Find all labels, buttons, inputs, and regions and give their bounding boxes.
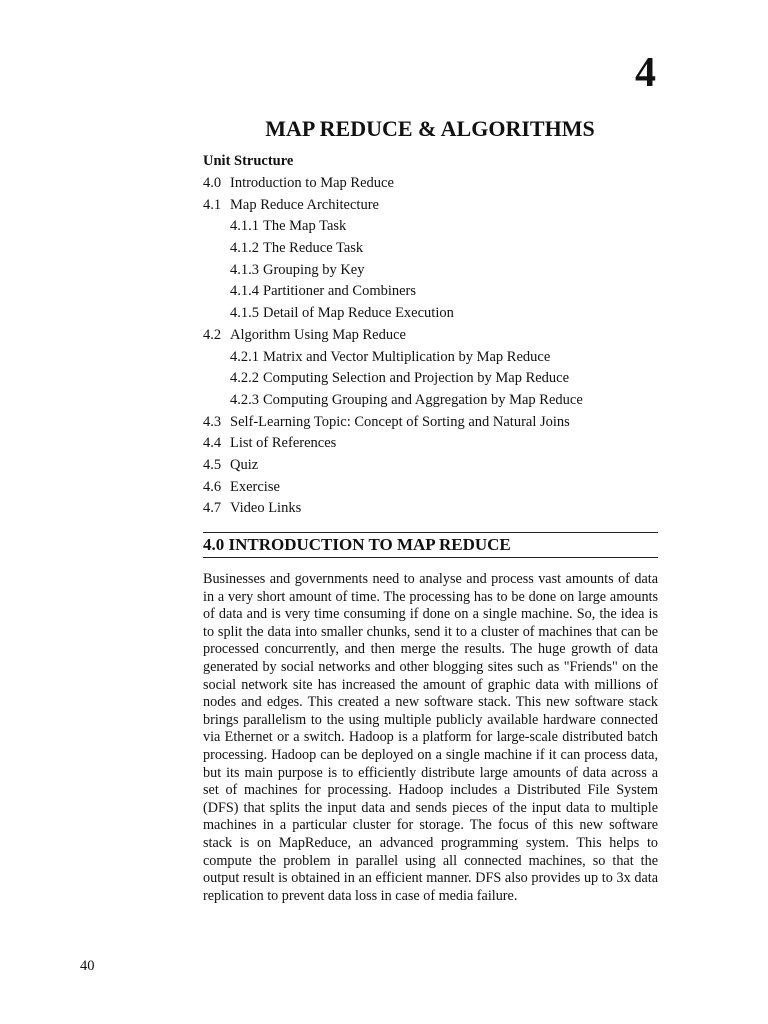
toc-item [203,412,663,434]
chapter-number: 4 [635,50,656,96]
toc-label: Computing Grouping and Aggregation by Map Reduce [263,391,583,408]
toc-number: 4.7 [203,500,222,517]
toc-number: 4.5 [203,456,222,473]
toc-number: 4.1.4 [230,283,259,300]
unit-structure-heading: Unit Structure [203,153,294,169]
toc-number: 4.1 [203,196,222,213]
toc-number: 4.1.5 [230,305,259,322]
toc-label: Video Links [230,500,302,517]
toc-number: 4.3 [203,413,222,430]
toc-label: Algorithm Using Map Reduce [230,326,406,343]
chapter-title-block [203,116,657,142]
toc-label: The Reduce Task [263,240,364,257]
chapter-title: MAP REDUCE & ALGORITHMS [265,116,595,141]
toc-number: 4.2.3 [230,391,259,408]
toc-item [203,195,663,217]
toc-item [203,347,663,369]
toc-label: Detail of Map Reduce Execution [263,305,454,322]
toc-number: 4.2.2 [230,370,259,387]
toc-item [203,455,663,477]
toc-number: 4.4 [203,435,222,452]
table-of-contents [203,173,663,520]
toc-item [203,433,663,455]
toc-item [203,325,663,347]
toc-label: Partitioner and Combiners [263,283,417,300]
toc-label: Map Reduce Architecture [230,196,379,213]
toc-label: List of References [230,435,337,452]
toc-number: 4.2.1 [230,348,259,365]
toc-number: 4.0 [203,175,222,191]
toc-label: Computing Selection and Projection by Map Reduce [263,370,570,387]
toc-item [203,477,663,499]
toc-label: Exercise [230,478,280,495]
toc-item [203,173,663,195]
body-paragraph: Businesses and governments need to analyse and process vast amounts of data in a very short amount of time. The processing has to be done on large amounts of data and is very time consuming if done on a single machine. So, the idea is to split the data into smaller chunks, send it to a cluster of machines that can be processed concurrently, and then merge the results. The huge growth of data generated by social networks and other blogging sites such as "Friends" on the social network site has increased the amount of graphic data with millions of nodes and edges. This created a new software stack. This new software stack brings parallelism to the using multiple publicly available hardware connected via Ethernet or a switch. Hadoop is a platform for large-scale distributed batch processing. Hadoop can be deployed on a single machine if it can process data, but its main purpose is to efficiently distribute large amounts of data across a set of machines for processing. Hadoop includes a Distributed File System (DFS) that splits the input data and sends pieces of the input data to multiple machines in a particular cluster for storage. The focus of this new software stack is on MapReduce, an advanced programming system. This helps to compute the problem in parallel using all connected machines, so that the output result is obtained in an efficient manner. DFS also provides up to 3x data replication to prevent data loss in case of media failure. [203,571,658,904]
section-heading: 4.0 INTRODUCTION TO MAP REDUCE [203,532,658,558]
toc-label: Grouping by Key [263,261,365,278]
toc-item [203,303,663,325]
toc-label: Quiz [230,456,259,473]
toc-label: Self-Learning Topic: Concept of Sorting and Natural Joins [230,413,570,430]
toc-item [203,216,663,238]
toc-number: 4.1.3 [230,261,259,278]
toc-item [203,390,663,412]
toc-item [203,238,663,260]
toc-item [203,281,663,303]
page-number: 40 [80,958,95,974]
toc-number: 4.1.2 [230,240,259,257]
toc-item [203,368,663,390]
toc-label: The Map Task [263,218,347,235]
toc-item [203,498,663,520]
toc-number: 4.6 [203,478,222,495]
toc-number: 4.1.1 [230,218,259,235]
toc-label: Introduction to Map Reduce [230,175,394,191]
toc-number: 4.2 [203,326,222,343]
toc-label: Matrix and Vector Multiplication by Map Reduce [263,348,551,365]
toc-item [203,260,663,282]
